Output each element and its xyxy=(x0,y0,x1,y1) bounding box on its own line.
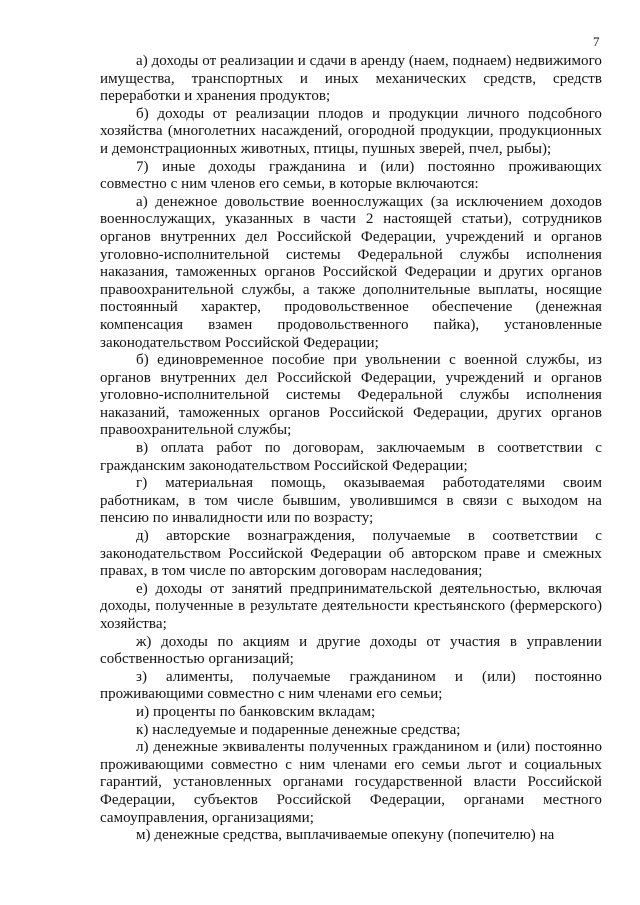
paragraph-item-e-business-income: е) доходы от занятий предпринимательской деятельностью, включая доходы, полученные в результате деятельности крестьянского (фермерского) хозяйства; xyxy=(100,580,602,632)
paragraph-item-g-material-aid: г) материальная помощь, оказываемая работодателями своим работникам, в том числе бывшим, уволившимся в связи с выходом на пенсию по инвалидности или по возрасту; xyxy=(100,475,602,527)
paragraph-item-i-bank-interest: и) проценты по банковским вкладам; xyxy=(136,703,376,720)
paragraph-item-z-alimony: з) алименты, получаемые гражданином и (или) постоянно проживающими совместно с ним членами его семьи; xyxy=(100,668,602,703)
paragraph-item-v-contract-payments: в) оплата работ по договорам, заключаемым в соответствии с гражданским законодательством Российской Федерации; xyxy=(100,440,602,474)
paragraph-item-b-household-income: б) доходы от реализации плодов и продукции личного подсобного хозяйства (многолетних насаждений, огородной продукции, продукционных и демонстрационных животных, птицы, пушных зверей, пчел, рыбы); xyxy=(100,105,602,157)
paragraph-item-m-guardian-funds: м) денежные средства, выплачиваемые опекуну (попечителю) на xyxy=(136,827,555,844)
paragraph-item-7-other-income: 7) иные доходы гражданина и (или) постоянно проживающих совместно с ним членов его семьи, в которые включаются: xyxy=(100,158,602,193)
paragraph-item-zh-share-income: ж) доходы по акциям и другие доходы от участия в управлении собственностью организаций; xyxy=(100,633,602,668)
paragraph-item-l-benefit-equivalents: л) денежные эквиваленты полученных гражданином и (или) постоянно проживающими совместно с ним членами его семьи льгот и социальных гарантий, установленных органами государственной власти Российской Федерации, субъектов Российской Федерации, органами местного самоуправления, организациями; xyxy=(100,739,602,826)
page-number: 7 xyxy=(593,34,600,49)
paragraph-item-a-military-allowance: а) денежное довольствие военнослужащих (за исключением доходов военнослужащих, указанных в части 2 настоящей статьи), сотрудников органов внутренних дел Российской Федерации, учреждений и органов уголовно-исполнительной системы Федеральной службы исполнения наказания, таможенных органов Российской Федерации и других органов правоохранительной службы, а также дополнительные выплаты, носящие постоянный характер, продовольственное обеспечение (денежная компенсация взамен продовольственного пайка), установленные законодательством Российской Федерации; xyxy=(100,193,602,351)
paragraph-item-k-inherited-funds: к) наследуемые и подаренные денежные средства; xyxy=(136,721,461,738)
paragraph-item-d-author-fees: д) авторские вознаграждения, получаемые в соответствии с законодательством Российской Федерации об авторском праве и смежных правах, в том числе по авторским договорам наследования; xyxy=(100,528,602,580)
document-body xyxy=(100,53,602,845)
paragraph-item-b-severance-benefit: б) единовременное пособие при увольнении с военной службы, из органов внутренних дел Российской Федерации, учреждений и органов уголовно-исполнительной системы Федеральной службы исполнения наказаний, таможенных органов Российской Федерации, других органов правоохранительной службы; xyxy=(100,352,602,439)
paragraph-item-a-rental-income: а) доходы от реализации и сдачи в аренду (наем, поднаем) недвижимого имущества, транспортных и иных механических средств, средств переработки и хранения продуктов; xyxy=(100,53,602,105)
